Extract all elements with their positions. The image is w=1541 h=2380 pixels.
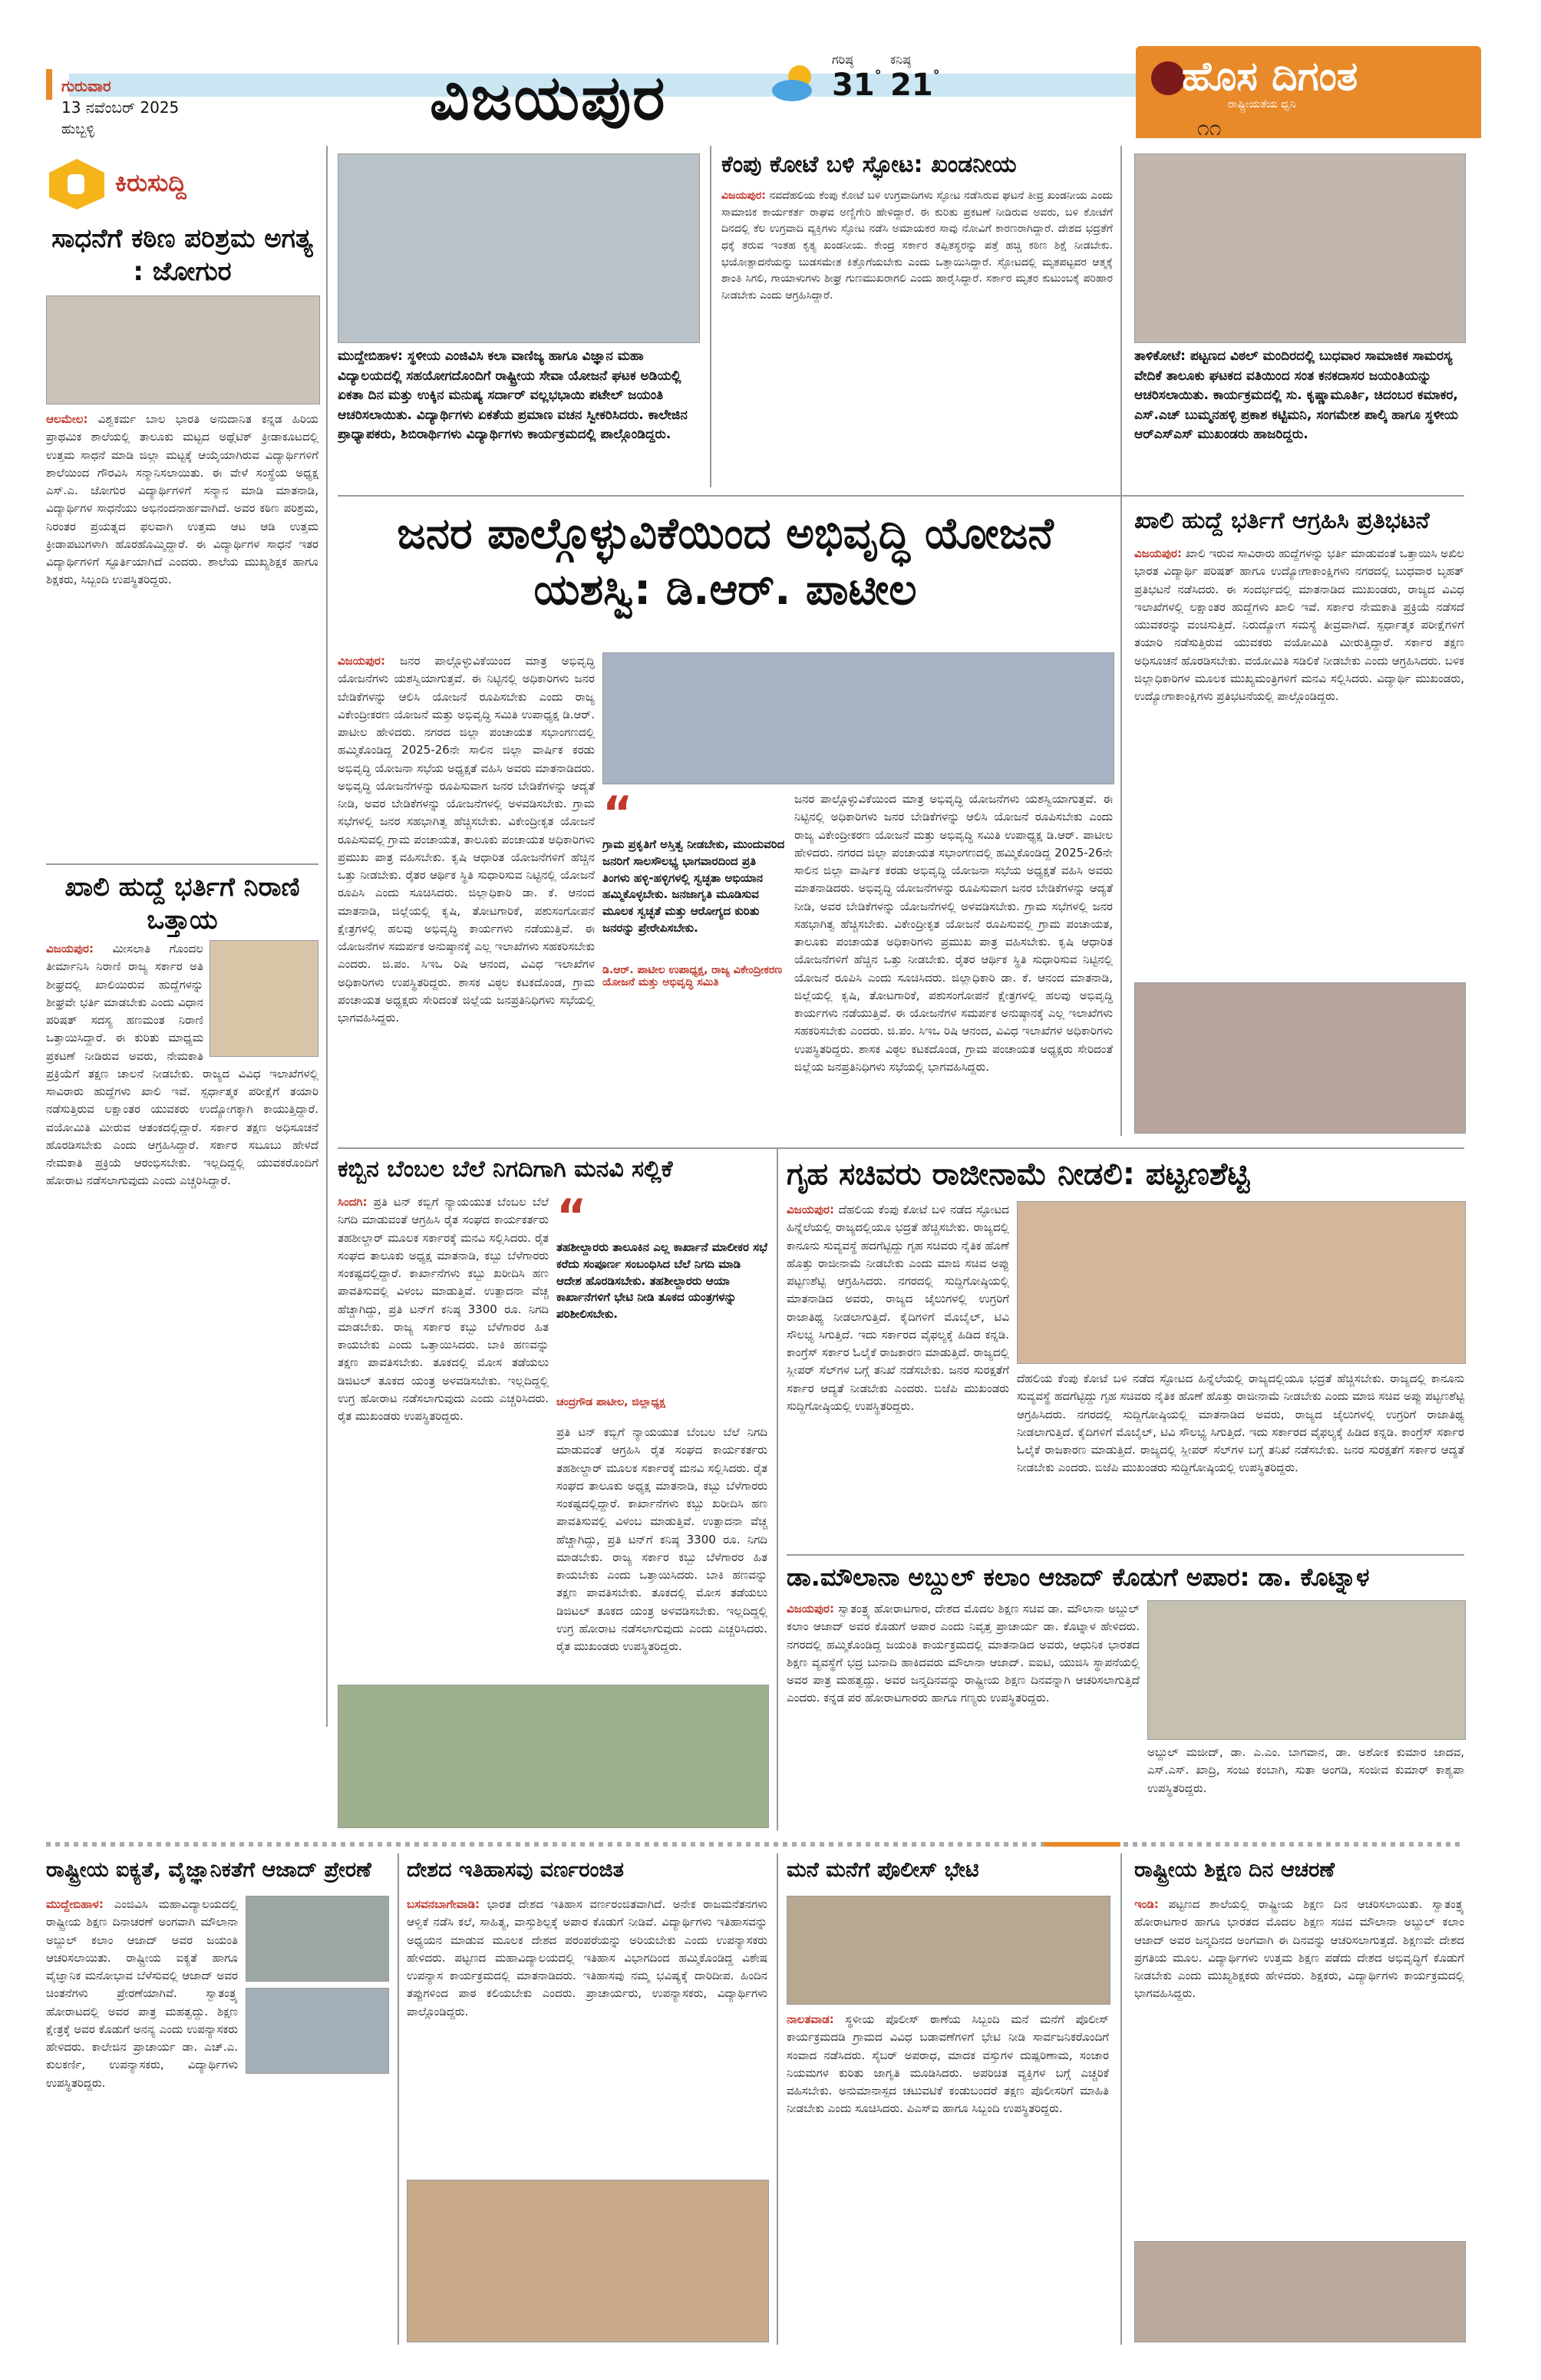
masthead-town: ಹುಬ್ಬಳ್ಳಿ (61, 121, 95, 137)
article-body (787, 1201, 1009, 1547)
weather-min: ಕನಿಷ್ಠ 21° (890, 52, 940, 103)
article-text: ಮೀಸಲಾತಿ ಗೊಂದಲ ತೀರ್ಮಾನಿಸಿ ನಿರಾಣಿ ರಾಜ್ಯ ಸರ್ಕಾರ ಅತಿ ಶೀಘ್ರದಲ್ಲಿ ಖಾಲಿಯಿರುವ ಹುದ್ದೆಗಳನ್ನು ಶೀಘ್ರವೇ ಭರ್ತಿ ಮಾಡಬೇಕು ಎಂದು ವಿಧಾನ ಪರಿಷತ್ ಸದಸ್ಯ ಹಣಮಂತ ನಿರಾಣಿ ಒತ್ತಾಯಿಸಿದ್ದಾರೆ. ಈ ಕುರಿತು ಮಾಧ್ಯಮ ಪ್ರಕಟಣೆ ನೀಡಿರುವ ಅವರು, ನೇಮಕಾತಿ ಪ್ರಕ್ರಿಯೆಗೆ ತಕ್ಷಣ ಚಾಲನೆ ನೀಡಬೇಕು. ರಾಜ್ಯದ ವಿವಿಧ ಇಲಾಖೆಗಳಲ್ಲಿ ಸಾವಿರಾರು ಹುದ್ದೆಗಳು ಖಾಲಿ ಇವೆ. ಸ್ಪರ್ಧಾತ್ಮಕ ಪರೀಕ್ಷೆಗೆ ತಯಾರಿ ನಡೆಸುತ್ತಿರುವ ಲಕ್ಷಾಂತರ ಯುವಕರು ಉದ್ಯೋಗಕ್ಕಾಗಿ ಕಾಯುತ್ತಿದ್ದಾರೆ. ವಯೋಮಿತಿ ಮೀರುವ ಆತಂಕದಲ್ಲಿದ್ದಾರೆ. ಸರ್ಕಾರ ತಕ್ಷಣ ಅಧಿಸೂಚನೆ ಹೊರಡಿಸಬೇಕು ಎಂದು ಆಗ್ರಹಿಸಿದ್ದಾರೆ. ಸರ್ಕಾರ ಸಬೂಬು ಹೇಳದೆ ನೇಮಕಾತಿ ಪ್ರಕ್ರಿಯೆ ಆರಂಭಿಸಬೇಕು. ಇಲ್ಲದಿದ್ದಲ್ಲಿ ಯುವಕರೊಂದಿಗೆ ಹೋರಾಟ ನಡೆಸಲಾಗುವುದು ಎಂದು ಎಚ್ಚರಿಸಿದ್ದಾರೆ. (46, 942, 318, 1188)
photo-audience (246, 1988, 389, 2074)
quote-mark-icon: “ (556, 1190, 587, 1243)
photo-caption: ಅಬ್ದುಲ್ ಮಜೀದ್, ಡಾ. ಎ.ಎಂ. ಬಾಗವಾನ, ಡಾ. ಅಶೋಕ ಕುಮಾರ ಜಾದವ, ಎಸ್.ಎಸ್. ಖಾದ್ರಿ, ಸಂಜು ಕಂಬಾಗಿ, ಸುತಾ ಅಂಗಡಿ, ಸಂಜೀವ ಕುಮಾರ್ ಕಾಶ್ಯಪಾ ಉಪಸ್ಥಿತರಿದ್ದರು. (1147, 1745, 1464, 1795)
article-text: ಸ್ಥಳೀಯ ಪೊಲೀಸ್ ಠಾಣೆಯ ಸಿಬ್ಬಂದಿ ಮನೆ ಮನೆಗೆ ಪೊಲೀಸ್ ಕಾರ್ಯಕ್ರಮದಡಿ ಗ್ರಾಮದ ವಿವಿಧ ಬಡಾವಣೆಗಳಿಗೆ ಭೇಟಿ ನೀಡಿ ಸಾರ್ವಜನಿಕರೊಂದಿಗೆ ಸಂವಾದ ನಡೆಸಿದರು. ಸೈಬರ್ ಅಪರಾಧ, ಮಾದಕ ವಸ್ತುಗಳ ದುಷ್ಪರಿಣಾಮ, ಸಂಚಾರ ನಿಯಮಗಳ ಕುರಿತು ಜಾಗೃತಿ ಮೂಡಿಸಿದರು. ಅಪರಿಚಿತ ವ್ಯಕ್ತಿಗಳ ಬಗ್ಗೆ ಎಚ್ಚರಿಕೆ ವಹಿಸಬೇಕು. ಅನುಮಾನಾಸ್ಪದ ಚಟುವಟಿಕೆ ಕಂಡುಬಂದರೆ ತಕ್ಷಣ ಪೊಲೀಸರಿಗೆ ಮಾಹಿತಿ ನೀಡಬೇಕು ಎಂದು ಸೂಚಿಸಿದರು. ಪಿಎಸ್‌ಐ ಹಾಗೂ ಸಿಬ್ಬಂದಿ ಉಪಸ್ಥಿತರಿದ್ದರು. (787, 2012, 1109, 2116)
photo-press-meet (1017, 1201, 1466, 1364)
article-text: ಎಂಜಿವಿಸಿ ಮಹಾವಿದ್ಯಾಲಯದಲ್ಲಿ ರಾಷ್ಟ್ರೀಯ ಶಿಕ್ಷಣ ದಿನಾಚರಣೆ ಅಂಗವಾಗಿ ಮೌಲಾನಾ ಅಬ್ದುಲ್ ಕಲಾಂ ಆಜಾದ್ ಅವರ ಜಯಂತಿ ಆಚರಿಸಲಾಯಿತು. ರಾಷ್ಟ್ರೀಯ ಐಕ್ಯತೆ ಹಾಗೂ ವೈಜ್ಞಾನಿಕ ಮನೋಭಾವ ಬೆಳೆಸುವಲ್ಲಿ ಆಜಾದ್ ಅವರ ಚಿಂತನೆಗಳು ಪ್ರೇರಣೆಯಾಗಿವೆ. ಸ್ವಾತಂತ್ರ್ಯ ಹೋರಾಟದಲ್ಲಿ ಅವರ ಪಾತ್ರ ಮಹತ್ವದ್ದು. ಶಿಕ್ಷಣ ಕ್ಷೇತ್ರಕ್ಕೆ ಅವರ ಕೊಡುಗೆ ಅನನ್ಯ ಎಂದು ಉಪನ್ಯಾಸಕರು ಹೇಳಿದರು. ಕಾಲೇಜಿನ ಪ್ರಾಚಾರ್ಯ ಡಾ. ಎಚ್.ಎ. ಕುಲಕರ್ಣಿ, ಉಪನ್ಯಾಸಕರು, ವಿದ್ಯಾರ್ಥಿಗಳು ಉಪಸ್ಥಿತರಿದ್ದರು. (46, 1897, 238, 2090)
dateline: ವಿಜಯಪುರ: (46, 942, 94, 956)
column-divider (777, 1853, 778, 2345)
brand-tagline: ರಾಷ್ಟ್ರೀಯತೆಯ ಧ್ವನಿ (1228, 98, 1296, 111)
article-text: ಖಾಲಿ ಇರುವ ಸಾವಿರಾರು ಹುದ್ದೆಗಳನ್ನು ಭರ್ತಿ ಮಾಡುವಂತೆ ಒತ್ತಾಯಿಸಿ ಅಖಿಲ ಭಾರತ ವಿದ್ಯಾರ್ಥಿ ಪರಿಷತ್ ಹಾಗೂ ಉದ್ಯೋಗಾಕಾಂಕ್ಷಿಗಳು ನಗರದಲ್ಲಿ ಬುಧವಾರ ಬೃಹತ್ ಪ್ರತಿಭಟನೆ ನಡೆಸಿದರು. ಈ ಸಂದರ್ಭದಲ್ಲಿ ಮಾತನಾಡಿದ ಮುಖಂಡರು, ರಾಜ್ಯದ ವಿವಿಧ ಇಲಾಖೆಗಳಲ್ಲಿ ಲಕ್ಷಾಂತರ ಹುದ್ದೆಗಳು ಖಾಲಿ ಇವೆ. ಸರ್ಕಾರ ನೇಮಕಾತಿ ಪ್ರಕ್ರಿಯೆ ನಡೆಸದೆ ಯುವಕರನ್ನು ವಂಚಿಸುತ್ತಿದೆ. ನಿರುದ್ಯೋಗ ಸಮಸ್ಯೆ ತೀವ್ರವಾಗಿದೆ. ಸ್ಪರ್ಧಾತ್ಮಕ ಪರೀಕ್ಷೆಗಳಿಗೆ ತಯಾರಿ ನಡೆಸುತ್ತಿರುವ ಯುವಕರು ವಯೋಮಿತಿ ಮೀರುತ್ತಿದ್ದಾರೆ. ಸರ್ಕಾರ ತಕ್ಷಣ ಅಧಿಸೂಚನೆ ಹೊರಡಿಸಬೇಕು. ವಯೋಮಿತಿ ಸಡಿಲಿಕೆ ನೀಡಬೇಕು ಎಂದು ಆಗ್ರಹಿಸಿದರು. ಬಳಿಕ ಜಿಲ್ಲಾಧಿಕಾರಿಗಳ ಮೂಲಕ ಮುಖ್ಯಮಂತ್ರಿಗಳಿಗೆ ಮನವಿ ಸಲ್ಲಿಸಿದರು. ವಿದ್ಯಾರ್ಥಿ ಮುಖಂಡರು, ಉದ್ಯೋಗಾಕಾಂಕ್ಷಿಗಳು ಪ್ರತಿಭಟನೆಯಲ್ಲಿ ಪಾಲ್ಗೊಂಡಿದ್ದರು. (1134, 546, 1464, 703)
article-text: ವಿಶ್ವಕರ್ಮ ಬಾಲ ಭಾರತಿ ಅನುದಾನಿತ ಕನ್ನಡ ಹಿರಿಯ ಪ್ರಾಥಮಿಕ ಶಾಲೆಯಲ್ಲಿ ತಾಲೂಕು ಮಟ್ಟದ ಅಥ್ಲೆಟಿಕ್ ಕ್ರೀಡಾಕೂಟದಲ್ಲಿ ಉತ್ತಮ ಸಾಧನೆ ಮಾಡಿ ಜಿಲ್ಲಾ ಮಟ್ಟಕ್ಕೆ ಆಯ್ಕೆಯಾಗಿರುವ ವಿದ್ಯಾರ್ಥಿಗಳಿಗೆ ಶಾಲೆಯಿಂದ ಗೌರವಿಸಿ ಸನ್ಮಾನಿಸಲಾಯಿತು. ಈ ವೇಳೆ ಸಂಸ್ಥೆಯ ಅಧ್ಯಕ್ಷ ಎಸ್.ಎ. ಜೋಗುರ ವಿದ್ಯಾರ್ಥಿಗಳಿಗೆ ಸನ್ಮಾನ ಮಾಡಿ ಮಾತನಾಡಿ, ವಿದ್ಯಾರ್ಥಿಗಳ ಸಾಧನೆಯು ಅಭಿನಂದನಾರ್ಹವಾಗಿದೆ. ಅವರ ಕಠಿಣ ಪರಿಶ್ರಮ, ನಿರಂತರ ಪ್ರಯತ್ನದ ಫಲವಾಗಿ ಉತ್ತಮ ಆಟ ಆಡಿ ಉತ್ತಮ ಕ್ರೀಡಾಪಟುಗಳಾಗಿ ಹೊರಹೊಮ್ಮಿದ್ದಾರೆ. ಈ ವಿದ್ಯಾರ್ಥಿಗಳ ಸಾಧನೆ ಇತರ ವಿದ್ಯಾರ್ಥಿಗಳಿಗೆ ಸ್ಫೂರ್ತಿಯಾಗಿದೆ ಎಂದರು. ಶಾಲೆಯ ಮುಖ್ಯಶಿಕ್ಷಕ ಹಾಗೂ ಶಿಕ್ಷಕರು, ಸಿಬ್ಬಂದಿ ಉಪಸ್ಥಿತರಿದ್ದರು. (46, 412, 318, 587)
article-body-continued (794, 791, 1113, 1136)
article-text: ನವದೆಹಲಿಯ ಕೆಂಪು ಕೋಟೆ ಬಳಿ ಉಗ್ರವಾದಿಗಳು ಸ್ಫೋಟ ನಡೆಸಿರುವ ಘಟನೆ ತೀವ್ರ ಖಂಡನೀಯ ಎಂದು ಸಾಮಾಜಿಕ ಕಾರ್ಯಕರ್ತ ರಾಘವ ಅಣ್ಣಿಗೇರಿ ಹೇಳಿದ್ದಾರೆ. ಈ ಕುರಿತು ಪ್ರಕಟಣೆ ನೀಡಿರುವ ಅವರು, ಬಳಿ ಕೋಟೆಗೆ ದಿನದಲ್ಲಿ ಕೆಲ ಉಗ್ರವಾದಿ ವ್ಯಕ್ತಿಗಳು ಸ್ಫೋಟ ನಡೆಸಿ ಅಮಾಯಕರ ಸಾವು ನೋವಿಗೆ ಕಾರಣರಾಗಿದ್ದಾರೆ. ದೇಶದ ಭದ್ರತೆಗೆ ಧಕ್ಕೆ ತರುವ ಇಂತಹ ಕೃತ್ಯ ಖಂಡನೀಯ. ಕೇಂದ್ರ ಸರ್ಕಾರ ತಪ್ಪಿತಸ್ಥರನ್ನು ಪತ್ತೆ ಹಚ್ಚಿ ಕಠಿಣ ಶಿಕ್ಷೆ ನೀಡಬೇಕು. ಭಯೋತ್ಪಾದನೆಯನ್ನು ಬುಡಸಮೇತ ಕಿತ್ತೊಗೆಯಬೇಕು ಎಂದು ಒತ್ತಾಯಿಸಿದ್ದಾರೆ. ಸ್ಫೋಟದಲ್ಲಿ ಮೃತಪಟ್ಟವರ ಆತ್ಮಕ್ಕೆ ಶಾಂತಿ ಸಿಗಲಿ, ಗಾಯಾಳುಗಳು ಶೀಘ್ರ ಗುಣಮುಖರಾಗಲಿ ಎಂದು ಹಾರೈಸಿದ್ದಾರೆ. ಸರ್ಕಾರ ಮೃತರ ಕುಟುಂಬಕ್ಕೆ ಪರಿಹಾರ ನೀಡಬೇಕು ಎಂದು ಆಗ್ರಹಿಸಿದ್ದಾರೆ. (721, 190, 1113, 302)
article-body (46, 411, 318, 863)
brand-logo-icon (1151, 61, 1185, 95)
article-body (787, 2011, 1109, 2341)
masthead-date: 13 ನವೆಂಬರ್ 2025 (61, 98, 180, 117)
article-body (338, 1193, 549, 1677)
article-text: ಸ್ವಾತಂತ್ರ್ಯ ಹೋರಾಟಗಾರ, ದೇಶದ ಮೊದಲ ಶಿಕ್ಷಣ ಸಚಿವ ಡಾ. ಮೌಲಾನಾ ಅಬ್ದುಲ್ ಕಲಾಂ ಆಜಾದ್ ಅವರ ಕೊಡುಗೆ ಅಪಾರ ಎಂದು ನಿವೃತ್ತ ಪ್ರಾಚಾರ್ಯ ಡಾ. ಕೊಟ್ನಾಳ ಹೇಳಿದರು. ನಗರದಲ್ಲಿ ಹಮ್ಮಿಕೊಂಡಿದ್ದ ಜಯಂತಿ ಕಾರ್ಯಕ್ರಮದಲ್ಲಿ ಮಾತನಾಡಿದ ಅವರು, ಆಧುನಿಕ ಭಾರತದ ಶಿಕ್ಷಣ ವ್ಯವಸ್ಥೆಗೆ ಭದ್ರ ಬುನಾದಿ ಹಾಕಿದವರು ಮೌಲಾನಾ ಆಜಾದ್. ಐಐಟಿ, ಯುಜಿಸಿ ಸ್ಥಾಪನೆಯಲ್ಲಿ ಅವರ ಪಾತ್ರ ಮಹತ್ವದ್ದು. ಅವರ ಜನ್ಮದಿನವನ್ನು ರಾಷ್ಟ್ರೀಯ ಶಿಕ್ಷಣ ದಿನವನ್ನಾಗಿ ಆಚರಿಸಲಾಗುತ್ತಿದೆ ಎಂದರು. ಕನ್ನಡ ಪರ ಹೋರಾಟಗಾರರು ಹಾಗೂ ಗಣ್ಯರು ಉಪಸ್ಥಿತರಿದ್ದರು. (787, 1602, 1140, 1705)
column-divider (1120, 1853, 1122, 2345)
photo-talikote (1134, 153, 1466, 343)
photo-protest (1134, 982, 1466, 1134)
column-divider (1120, 146, 1122, 1136)
dateline: ಆಲಮೇಲ: (46, 412, 88, 426)
article-body (407, 1896, 767, 2172)
brand-name: ಹೊಸ ದಿಗಂತ (1182, 54, 1358, 100)
headline: ರಾಷ್ಟ್ರೀಯ ಐಕ್ಯತೆ, ವೈಜ್ಞಾನಿಕತೆಗೆ ಆಜಾದ್ ಪ್ರೇರಣೆ (46, 1858, 371, 1882)
divider (46, 863, 318, 865)
headline: ದೇಶದ ಇತಿಹಾಸವು ವರ್ಣರಂಜಿತ (407, 1858, 624, 1882)
headline: ಕೆಂಪು ಕೋಟೆ ಬಳಿ ಸ್ಫೋಟ: ಖಂಡನೀಯ (721, 151, 1017, 178)
headline: ಖಾಲಿ ಹುದ್ದೆ ಭರ್ತಿಗೆ ಆಗ್ರಹಿಸಿ ಪ್ರತಿಭಟನೆ (1134, 507, 1430, 534)
headline: ಗೃಹ ಸಚಿವರು ರಾಜೀನಾಮೆ ನೀಡಲಿ: ಪಟ್ಟಣಶೆಟ್ಟಿ (787, 1157, 1250, 1192)
article-body-continued (1017, 1370, 1464, 1547)
dateline: ವಿಜಯಪುರ: (787, 1203, 834, 1216)
photo-police-visit (787, 1896, 1110, 2005)
photo-caption: ತಾಳಿಕೋಟೆ: ಪಟ್ಟಣದ ವಿಠಲ್ ಮಂದಿರದಲ್ಲಿ ಬುಧವಾರ ಸಾಮಾಜಿಕ ಸಾಮರಸ್ಯ ವೇದಿಕೆ ತಾಲೂಕು ಘಟಕದ ವತಿಯಿಂದ ಸಂತ ಕನಕದಾಸರ ಜಯಂತಿಯನ್ನು ಆಚರಿಸಲಾಯಿತು. ಕಾರ್ಯಕ್ರಮದಲ್ಲಿ ಸು. ಕೃಷ್ಣಾಮೂರ್ತಿ, ಚಿದಂಬರ ಕಮಾಕರ, ಎಸ್.ಎಚ್ ಬುಮ್ಮನಹಳ್ಳಿ ಪ್ರಕಾಶ ಕಟ್ಟಿಮನಿ, ಸಂಗಮೇಶ ಪಾಲ್ಕಿ ಹಾಗೂ ಸ್ಥಳೀಯ ಆರ್‌ಎಸ್‌ಎಸ್ ಮುಖಂಡರು ಹಾಜರಿದ್ದರು. (1134, 348, 1459, 442)
headline: ಮನೆ ಮನೆಗೆ ಪೊಲೀಸ್ ಭೇಟಿ (787, 1858, 979, 1882)
quote-attribution: ಡಿ.ಆರ್. ಪಾಟೀಲ ಉಪಾಧ್ಯಕ್ಷ, ರಾಜ್ಯ ವಿಕೇಂದ್ರೀಕರಣ ಯೋಜನೆ ಮತ್ತು ಅಭಿವೃದ್ಧಿ ಸಮಿತಿ (602, 964, 783, 989)
partly-cloudy-icon (767, 60, 821, 106)
quote-mark-icon: “ (602, 787, 633, 840)
headline: ಡಾ.ಮೌಲಾನಾ ಅಬ್ದುಲ್ ಕಲಾಂ ಆಜಾದ್ ಕೊಡುಗೆ ಅಪಾರ: ಡಾ. ಕೊಟ್ನಾಳ (787, 1563, 1370, 1592)
masthead (0, 0, 1541, 146)
column-divider (777, 1147, 778, 1830)
quote-text: ಗ್ರಾಮ ಪ್ರಕೃತಿಗೆ ಅಸ್ತಿತ್ವ ನೀಡಬೇಕು, ಮುಂದುವರಿದ ಜನರಿಗೆ ಸಾಲಸೌಲಭ್ಯ ಭಾಗವಾರದಿಂದ ಪ್ರತಿ ತಿಂಗಳು ಹಳ್ಳಿ-ಹಳ್ಳಿಗಳಲ್ಲಿ ಸ್ವಚ್ಛತಾ ಅಭಿಯಾನ ಹಮ್ಮಿಕೊಳ್ಳಬೇಕು. ಜನಜಾಗೃತಿ ಮೂಡಿಸುವ ಮೂಲಕ ಸ್ವಚ್ಛತೆ ಮತ್ತು ಆರೋಗ್ಯದ ಕುರಿತು ಜನರನ್ನು ಪ್ರೇರೇಪಿಸಬೇಕು. (602, 837, 785, 935)
quote-text: ತಹಶೀಲ್ದಾರರು ತಾಲೂಕಿನ ಎಲ್ಲ ಕಾರ್ಖಾನೆ ಮಾಲೀಕರ ಸಭೆ ಕರೆದು ಸಂಪೂರ್ಣ ಸಂಬಂಧಿಸಿದ ಬೆಲೆ ನಿಗದಿ ಮಾಡಿ ಆದೇಶ ಹೊರಡಿಸಬೇಕು. ತಹಶೀಲ್ದಾರರು ಆಯಾ ಕಾರ್ಖಾನೆಗಳಿಗೆ ಭೇಟಿ ನೀಡಿ ತೂಕದ ಯಂತ್ರಗಳನ್ನು ಪರಿಶೀಲಿಸಬೇಕು. (556, 1240, 767, 1321)
divider (787, 1554, 1464, 1556)
article-body-continued (556, 1424, 767, 1677)
article-text: ದೆಹಲಿಯ ಕೆಂಪು ಕೋಟೆ ಬಳಿ ನಡೆದ ಸ್ಫೋಟದ ಹಿನ್ನೆಲೆಯಲ್ಲಿ ರಾಜ್ಯದಲ್ಲಿಯೂ ಭದ್ರತೆ ಹೆಚ್ಚಿಸಬೇಕು. ರಾಜ್ಯದಲ್ಲಿ ಕಾನೂನು ಸುವ್ಯವಸ್ಥೆ ಹದಗೆಟ್ಟಿದ್ದು ಗೃಹ ಸಚಿವರು ನೈತಿಕ ಹೊಣೆ ಹೊತ್ತು ರಾಜೀನಾಮೆ ನೀಡಬೇಕು ಎಂದು ಮಾಜಿ ಸಚಿವ ಅಪ್ಪು ಪಟ್ಟಣಶೆಟ್ಟಿ ಆಗ್ರಹಿಸಿದರು. ನಗರದಲ್ಲಿ ಸುದ್ದಿಗೋಷ್ಠಿಯಲ್ಲಿ ಮಾತನಾಡಿದ ಅವರು, ರಾಜ್ಯದ ಜೈಲುಗಳಲ್ಲಿ ಉಗ್ರರಿಗೆ ರಾಜಾತಿಥ್ಯ ನೀಡಲಾಗುತ್ತಿದೆ. ಕೈದಿಗಳಿಗೆ ಮೊಬೈಲ್, ಟಿವಿ ಸೌಲಭ್ಯ ಸಿಗುತ್ತಿದೆ. ಇದು ಸರ್ಕಾರದ ವೈಫಲ್ಯಕ್ಕೆ ಹಿಡಿದ ಕನ್ನಡಿ. ಕಾಂಗ್ರೆಸ್ ಸರ್ಕಾರ ಓಲೈಕೆ ರಾಜಕಾರಣ ಮಾಡುತ್ತಿದೆ. ರಾಜ್ಯದಲ್ಲಿ ಸ್ಲೀಪರ್ ಸೆಲ್‌ಗಳ ಬಗ್ಗೆ ತನಿಖೆ ನಡೆಸಬೇಕು. ಜನರ ಸುರಕ್ಷತೆಗೆ ಸರ್ಕಾರ ಆದ್ಯತೆ ನೀಡಬೇಕು ಎಂದರು. ಬಿಜೆಪಿ ಮುಖಂಡರು ಸುದ್ದಿಗೋಷ್ಠಿಯಲ್ಲಿ ಉಪಸ್ಥಿತರಿದ್ದರು. (1017, 1372, 1464, 1475)
article-body (46, 940, 318, 1735)
section-rule (46, 1842, 1464, 1847)
photo-maulana-event (1147, 1600, 1466, 1740)
main-headline: ಜನರ ಪಾಲ್ಗೊಳ್ಳುವಿಕೆಯಿಂದ ಅಭಿವೃದ್ಧಿ ಯೋಜನೆ ಯಶಸ್ವಿ: ಡಿ.ಆರ್. ಪಾಟೀಲ (397, 509, 1054, 615)
photo-history-event (407, 2180, 769, 2342)
photo-lecture (246, 1896, 389, 1982)
article-text: ಪ್ರತಿ ಟನ್ ಕಬ್ಬಿಗೆ ನ್ಯಾಯಯುತ ಬೆಂಬಲ ಬೆಲೆ ನಿಗದಿ ಮಾಡುವಂತೆ ಆಗ್ರಹಿಸಿ ರೈತ ಸಂಘದ ಕಾರ್ಯಕರ್ತರು ತಹಶೀಲ್ದಾರ್ ಮೂಲಕ ಸರ್ಕಾರಕ್ಕೆ ಮನವಿ ಸಲ್ಲಿಸಿದರು. ರೈತ ಸಂಘದ ತಾಲೂಕು ಅಧ್ಯಕ್ಷ ಮಾತನಾಡಿ, ಕಬ್ಬು ಬೆಳೆಗಾರರು ಸಂಕಷ್ಟದಲ್ಲಿದ್ದಾರೆ. ಕಾರ್ಖಾನೆಗಳು ಕಬ್ಬು ಖರೀದಿಸಿ ಹಣ ಪಾವತಿಸುವಲ್ಲಿ ವಿಳಂಬ ಮಾಡುತ್ತಿವೆ. ಉತ್ಪಾದನಾ ವೆಚ್ಚ ಹೆಚ್ಚಾಗಿದ್ದು, ಪ್ರತಿ ಟನ್‌ಗೆ ಕನಿಷ್ಠ 3300 ರೂ. ನಿಗದಿ ಮಾಡಬೇಕು. ರಾಜ್ಯ ಸರ್ಕಾರ ಕಬ್ಬು ಬೆಳೆಗಾರರ ಹಿತ ಕಾಯಬೇಕು ಎಂದು ಒತ್ತಾಯಿಸಿದರು. ಬಾಕಿ ಹಣವನ್ನು ತಕ್ಷಣ ಪಾವತಿಸಬೇಕು. ತೂಕದಲ್ಲಿ ಮೋಸ ತಡೆಯಲು ಡಿಜಿಟಲ್ ತೂಕದ ಯಂತ್ರ ಅಳವಡಿಸಬೇಕು. ಇಲ್ಲದಿದ್ದಲ್ಲಿ ಉಗ್ರ ಹೋರಾಟ ನಡೆಸಲಾಗುವುದು ಎಂದು ಎಚ್ಚರಿಸಿದರು. ರೈತ ಮುಖಂಡರು ಉಪಸ್ಥಿತರಿದ್ದರು. (338, 1195, 549, 1423)
photo-athletes (46, 295, 320, 404)
photo-portrait (210, 940, 318, 1057)
page-title: ವಿಜಯಪುರ (430, 61, 667, 134)
divider (338, 495, 1464, 497)
dateline: ಬಸವನಬಾಗೇವಾಡಿ: (407, 1897, 480, 1911)
article-body (338, 652, 595, 1144)
weather-max: ಗರಿಷ್ಠ 31° (832, 52, 882, 103)
column-divider (398, 1853, 399, 2345)
quote-attribution: ಚಂದ್ರಗೌಡ ಪಾಟೀಲ, ಜಿಲ್ಲಾಧ್ಯಕ್ಷ (556, 1396, 666, 1408)
page-number: ೧೧ (1197, 115, 1222, 140)
column-divider (710, 146, 711, 487)
photo-farmers (338, 1685, 769, 1828)
article-body (721, 188, 1113, 487)
dateline: ವಿಜಯಪುರ: (721, 190, 766, 202)
divider (338, 1147, 1464, 1149)
headline: ಖಾಲಿ ಹುದ್ದೆ ಭರ್ತಿಗೆ ನಿರಾಣಿ ಒತ್ತಾಯ (64, 872, 300, 936)
dateline: ವಿಜಯಪುರ: (338, 654, 385, 668)
kirusuddi-label: ಕಿರುಸುದ್ದಿ (115, 168, 186, 197)
headline: ಕಬ್ಬಿನ ಬೆಂಬಲ ಬೆಲೆ ನಿಗದಿಗಾಗಿ ಮನವಿ ಸಲ್ಲಿಕೆ (338, 1156, 673, 1183)
pull-quote (556, 1190, 767, 1416)
article-text: ಜನರ ಪಾಲ್ಗೊಳ್ಳುವಿಕೆಯಿಂದ ಮಾತ್ರ ಅಭಿವೃದ್ಧಿ ಯೋಜನೆಗಳು ಯಶಸ್ವಿಯಾಗುತ್ತವೆ. ಈ ನಿಟ್ಟಿನಲ್ಲಿ ಅಧಿಕಾರಿಗಳು ಜನರ ಬೇಡಿಕೆಗಳನ್ನು ಆಲಿಸಿ ಯೋಜನೆ ರೂಪಿಸಬೇಕು ಎಂದು ರಾಜ್ಯ ವಿಕೇಂದ್ರೀಕರಣ ಯೋಜನೆ ಮತ್ತು ಅಭಿವೃದ್ಧಿ ಸಮಿತಿ ಉಪಾಧ್ಯಕ್ಷ ಡಿ.ಆರ್. ಪಾಟೀಲ ಹೇಳಿದರು. ನಗರದ ಜಿಲ್ಲಾ ಪಂಚಾಯತ ಸಭಾಂಗಣದಲ್ಲಿ ಹಮ್ಮಿಕೊಂಡಿದ್ದ 2025-26ನೇ ಸಾಲಿನ ಜಿಲ್ಲಾ ವಾರ್ಷಿಕ ಕರಡು ಅಭಿವೃದ್ಧಿ ಯೋಜನಾ ಸಭೆಯ ಅಧ್ಯಕ್ಷತೆ ವಹಿಸಿ ಅವರು ಮಾತನಾಡಿದರು. ಅಭಿವೃದ್ಧಿ ಯೋಜನೆಗಳನ್ನು ರೂಪಿಸುವಾಗ ಜನರ ಬೇಡಿಕೆಗಳನ್ನು ಆದ್ಯತೆ ನೀಡಿ, ಅವರ ಬೇಡಿಕೆಗಳನ್ನು ಯೋಜನೆಗಳಲ್ಲಿ ಅಳವಡಿಸಬೇಕು. ಗ್ರಾಮ ಸಭೆಗಳಲ್ಲಿ ಜನರ ಸಹಭಾಗಿತ್ವ ಹೆಚ್ಚಿಸಬೇಕು. ವಿಕೇಂದ್ರೀಕೃತ ಯೋಜನೆ ರೂಪಿಸುವಲ್ಲಿ ಗ್ರಾಮ ಪಂಚಾಯತ, ತಾಲೂಕು ಪಂಚಾಯತ ಅಧಿಕಾರಿಗಳು ಪ್ರಮುಖ ಪಾತ್ರ ವಹಿಸಬೇಕು. ಕೃಷಿ ಆಧಾರಿತ ಯೋಜನೆಗಳಿಗೆ ಹೆಚ್ಚಿನ ಒತ್ತು ನೀಡಬೇಕು. ರೈತರ ಆರ್ಥಿಕ ಸ್ಥಿತಿ ಸುಧಾರಿಸುವ ನಿಟ್ಟಿನಲ್ಲಿ ಯೋಜನೆ ರೂಪಿಸಿ ಎಂದು ಸೂಚಿಸಿದರು. ಜಿಲ್ಲಾಧಿಕಾರಿ ಡಾ. ಕೆ. ಆನಂದ ಮಾತನಾಡಿ, ಜಿಲ್ಲೆಯಲ್ಲಿ ಕೃಷಿ, ತೋಟಗಾರಿಕೆ, ಪಶುಸಂಗೋಪನೆ ಕ್ಷೇತ್ರಗಳಲ್ಲಿ ಹಲವು ಅಭಿವೃದ್ಧಿ ಕಾರ್ಯಗಳು ನಡೆಯುತ್ತಿವೆ. ಈ ಯೋಜನೆಗಳ ಸಮರ್ಪಕ ಅನುಷ್ಠಾನಕ್ಕೆ ಎಲ್ಲ ಇಲಾಖೆಗಳು ಸಹಕರಿಸಬೇಕು ಎಂದರು. ಜಿ.ಪಂ. ಸಿಇಒ ರಿಷಿ ಆನಂದ, ವಿವಿಧ ಇಲಾಖೆಗಳ ಅಧಿಕಾರಿಗಳು ಉಪಸ್ಥಿತರಿದ್ದರು. ಶಾಸಕ ವಿಠ್ಠಲ ಕಟಕದೊಂಡ, ಗ್ರಾಮ ಪಂಚಾಯತ ಅಧ್ಯಕ್ಷರು ಸೇರಿದಂತೆ ಜಿಲ್ಲೆಯ ಜನಪ್ರತಿನಿಧಿಗಳು ಸಭೆಯಲ್ಲಿ ಭಾಗವಹಿಸಿದ್ದರು. (338, 654, 595, 1025)
article-text: ಪ್ರತಿ ಟನ್ ಕಬ್ಬಿಗೆ ನ್ಯಾಯಯುತ ಬೆಂಬಲ ಬೆಲೆ ನಿಗದಿ ಮಾಡುವಂತೆ ಆಗ್ರಹಿಸಿ ರೈತ ಸಂಘದ ಕಾರ್ಯಕರ್ತರು ತಹಶೀಲ್ದಾರ್ ಮೂಲಕ ಸರ್ಕಾರಕ್ಕೆ ಮನವಿ ಸಲ್ಲಿಸಿದರು. ರೈತ ಸಂಘದ ತಾಲೂಕು ಅಧ್ಯಕ್ಷ ಮಾತನಾಡಿ, ಕಬ್ಬು ಬೆಳೆಗಾರರು ಸಂಕಷ್ಟದಲ್ಲಿದ್ದಾರೆ. ಕಾರ್ಖಾನೆಗಳು ಕಬ್ಬು ಖರೀದಿಸಿ ಹಣ ಪಾವತಿಸುವಲ್ಲಿ ವಿಳಂಬ ಮಾಡುತ್ತಿವೆ. ಉತ್ಪಾದನಾ ವೆಚ್ಚ ಹೆಚ್ಚಾಗಿದ್ದು, ಪ್ರತಿ ಟನ್‌ಗೆ ಕನಿಷ್ಠ 3300 ರೂ. ನಿಗದಿ ಮಾಡಬೇಕು. ರಾಜ್ಯ ಸರ್ಕಾರ ಕಬ್ಬು ಬೆಳೆಗಾರರ ಹಿತ ಕಾಯಬೇಕು ಎಂದು ಒತ್ತಾಯಿಸಿದರು. ಬಾಕಿ ಹಣವನ್ನು ತಕ್ಷಣ ಪಾವತಿಸಬೇಕು. ತೂಕದಲ್ಲಿ ಮೋಸ ತಡೆಯಲು ಡಿಜಿಟಲ್ ತೂಕದ ಯಂತ್ರ ಅಳವಡಿಸಬೇಕು. ಇಲ್ಲದಿದ್ದಲ್ಲಿ ಉಗ್ರ ಹೋರಾಟ ನಡೆಸಲಾಗುವುದು ಎಂದು ಎಚ್ಚರಿಸಿದರು. ರೈತ ಮುಖಂಡರು ಉಪಸ್ಥಿತರಿದ್ದರು. (556, 1425, 767, 1653)
article-text: ಜನರ ಪಾಲ್ಗೊಳ್ಳುವಿಕೆಯಿಂದ ಮಾತ್ರ ಅಭಿವೃದ್ಧಿ ಯೋಜನೆಗಳು ಯಶಸ್ವಿಯಾಗುತ್ತವೆ. ಈ ನಿಟ್ಟಿನಲ್ಲಿ ಅಧಿಕಾರಿಗಳು ಜನರ ಬೇಡಿಕೆಗಳನ್ನು ಆಲಿಸಿ ಯೋಜನೆ ರೂಪಿಸಬೇಕು ಎಂದು ರಾಜ್ಯ ವಿಕೇಂದ್ರೀಕರಣ ಯೋಜನೆ ಮತ್ತು ಅಭಿವೃದ್ಧಿ ಸಮಿತಿ ಉಪಾಧ್ಯಕ್ಷ ಡಿ.ಆರ್. ಪಾಟೀಲ ಹೇಳಿದರು. ನಗರದ ಜಿಲ್ಲಾ ಪಂಚಾಯತ ಸಭಾಂಗಣದಲ್ಲಿ ಹಮ್ಮಿಕೊಂಡಿದ್ದ 2025-26ನೇ ಸಾಲಿನ ಜಿಲ್ಲಾ ವಾರ್ಷಿಕ ಕರಡು ಅಭಿವೃದ್ಧಿ ಯೋಜನಾ ಸಭೆಯ ಅಧ್ಯಕ್ಷತೆ ವಹಿಸಿ ಅವರು ಮಾತನಾಡಿದರು. ಅಭಿವೃದ್ಧಿ ಯೋಜನೆಗಳನ್ನು ರೂಪಿಸುವಾಗ ಜನರ ಬೇಡಿಕೆಗಳನ್ನು ಆದ್ಯತೆ ನೀಡಿ, ಅವರ ಬೇಡಿಕೆಗಳನ್ನು ಯೋಜನೆಗಳಲ್ಲಿ ಅಳವಡಿಸಬೇಕು. ಗ್ರಾಮ ಸಭೆಗಳಲ್ಲಿ ಜನರ ಸಹಭಾಗಿತ್ವ ಹೆಚ್ಚಿಸಬೇಕು. ವಿಕೇಂದ್ರೀಕೃತ ಯೋಜನೆ ರೂಪಿಸುವಲ್ಲಿ ಗ್ರಾಮ ಪಂಚಾಯತ, ತಾಲೂಕು ಪಂಚಾಯತ ಅಧಿಕಾರಿಗಳು ಪ್ರಮುಖ ಪಾತ್ರ ವಹಿಸಬೇಕು. ಕೃಷಿ ಆಧಾರಿತ ಯೋಜನೆಗಳಿಗೆ ಹೆಚ್ಚಿನ ಒತ್ತು ನೀಡಬೇಕು. ರೈತರ ಆರ್ಥಿಕ ಸ್ಥಿತಿ ಸುಧಾರಿಸುವ ನಿಟ್ಟಿನಲ್ಲಿ ಯೋಜನೆ ರೂಪಿಸಿ ಎಂದು ಸೂಚಿಸಿದರು. ಜಿಲ್ಲಾಧಿಕಾರಿ ಡಾ. ಕೆ. ಆನಂದ ಮಾತನಾಡಿ, ಜಿಲ್ಲೆಯಲ್ಲಿ ಕೃಷಿ, ತೋಟಗಾರಿಕೆ, ಪಶುಸಂಗೋಪನೆ ಕ್ಷೇತ್ರಗಳಲ್ಲಿ ಹಲವು ಅಭಿವೃದ್ಧಿ ಕಾರ್ಯಗಳು ನಡೆಯುತ್ತಿವೆ. ಈ ಯೋಜನೆಗಳ ಸಮರ್ಪಕ ಅನುಷ್ಠಾನಕ್ಕೆ ಎಲ್ಲ ಇಲಾಖೆಗಳು ಸಹಕರಿಸಬೇಕು ಎಂದರು. ಜಿ.ಪಂ. ಸಿಇಒ ರಿಷಿ ಆನಂದ, ವಿವಿಧ ಇಲಾಖೆಗಳ ಅಧಿಕಾರಿಗಳು ಉಪಸ್ಥಿತರಿದ್ದರು. ಶಾಸಕ ವಿಠ್ಠಲ ಕಟಕದೊಂಡ, ಗ್ರಾಮ ಪಂಚಾಯತ ಅಧ್ಯಕ್ಷರು ಸೇರಿದಂತೆ ಜಿಲ್ಲೆಯ ಜನಪ್ರತಿನಿಧಿಗಳು ಸಭೆಯಲ್ಲಿ ಭಾಗವಹಿಸಿದ್ದರು. (794, 792, 1113, 1074)
hand-icon (46, 157, 107, 211)
headline: ಸಾಧನೆಗೆ ಕಠಿಣ ಪರಿಶ್ರಮ ಅಗತ್ಯ : ಜೋಗುರ (51, 223, 313, 287)
photo-muddebihal (338, 153, 700, 343)
weather-widget (767, 52, 952, 121)
section-rule-accent (1044, 1842, 1120, 1847)
masthead-accent-bar (46, 69, 52, 100)
dateline: ನಾಲತವಾಡ: (787, 2012, 834, 2026)
dateline: ಇಂಡಿ: (1134, 1897, 1159, 1911)
pull-quote (602, 787, 787, 1013)
article-body (1134, 1896, 1464, 2233)
article-body (1134, 545, 1464, 975)
column-divider (326, 146, 328, 1727)
dateline: ವಿಜಯಪುರ: (787, 1602, 834, 1616)
dateline: ವಿಜಯಪುರ: (1134, 546, 1182, 560)
article-body (46, 1896, 238, 2341)
article-text: ಭಾರತ ದೇಶದ ಇತಿಹಾಸ ವರ್ಣರಂಜಿತವಾಗಿದೆ. ಅನೇಕ ರಾಜಮನೆತನಗಳು ಆಳ್ವಿಕೆ ನಡೆಸಿ ಕಲೆ, ಸಾಹಿತ್ಯ, ವಾಸ್ತುಶಿಲ್ಪಕ್ಕೆ ಅಪಾರ ಕೊಡುಗೆ ನೀಡಿವೆ. ವಿದ್ಯಾರ್ಥಿಗಳು ಇತಿಹಾಸವನ್ನು ಅಧ್ಯಯನ ಮಾಡುವ ಮೂಲಕ ದೇಶದ ಪರಂಪರೆಯನ್ನು ಅರಿಯಬೇಕು ಎಂದು ಉಪನ್ಯಾಸಕರು ಹೇಳಿದರು. ಪಟ್ಟಣದ ಮಹಾವಿದ್ಯಾಲಯದಲ್ಲಿ ಇತಿಹಾಸ ವಿಭಾಗದಿಂದ ಹಮ್ಮಿಕೊಂಡಿದ್ದ ವಿಶೇಷ ಉಪನ್ಯಾಸ ಕಾರ್ಯಕ್ರಮದಲ್ಲಿ ಮಾತನಾಡಿದರು. ಇತಿಹಾಸವು ನಮ್ಮ ಭವಿಷ್ಯಕ್ಕೆ ದಾರಿದೀಪ. ಹಿಂದಿನ ತಪ್ಪುಗಳಿಂದ ಪಾಠ ಕಲಿಯಬೇಕು ಎಂದರು. ಪ್ರಾಚಾರ್ಯರು, ಉಪನ್ಯಾಸಕರು, ವಿದ್ಯಾರ್ಥಿಗಳು ಪಾಲ್ಗೊಂಡಿದ್ದರು. (407, 1897, 767, 2019)
article-body (787, 1600, 1140, 1830)
article-text: ದೆಹಲಿಯ ಕೆಂಪು ಕೋಟೆ ಬಳಿ ನಡೆದ ಸ್ಫೋಟದ ಹಿನ್ನೆಲೆಯಲ್ಲಿ ರಾಜ್ಯದಲ್ಲಿಯೂ ಭದ್ರತೆ ಹೆಚ್ಚಿಸಬೇಕು. ರಾಜ್ಯದಲ್ಲಿ ಕಾನೂನು ಸುವ್ಯವಸ್ಥೆ ಹದಗೆಟ್ಟಿದ್ದು ಗೃಹ ಸಚಿವರು ನೈತಿಕ ಹೊಣೆ ಹೊತ್ತು ರಾಜೀನಾಮೆ ನೀಡಬೇಕು ಎಂದು ಮಾಜಿ ಸಚಿವ ಅಪ್ಪು ಪಟ್ಟಣಶೆಟ್ಟಿ ಆಗ್ರಹಿಸಿದರು. ನಗರದಲ್ಲಿ ಸುದ್ದಿಗೋಷ್ಠಿಯಲ್ಲಿ ಮಾತನಾಡಿದ ಅವರು, ರಾಜ್ಯದ ಜೈಲುಗಳಲ್ಲಿ ಉಗ್ರರಿಗೆ ರಾಜಾತಿಥ್ಯ ನೀಡಲಾಗುತ್ತಿದೆ. ಕೈದಿಗಳಿಗೆ ಮೊಬೈಲ್, ಟಿವಿ ಸೌಲಭ್ಯ ಸಿಗುತ್ತಿದೆ. ಇದು ಸರ್ಕಾರದ ವೈಫಲ್ಯಕ್ಕೆ ಹಿಡಿದ ಕನ್ನಡಿ. ಕಾಂಗ್ರೆಸ್ ಸರ್ಕಾರ ಓಲೈಕೆ ರಾಜಕಾರಣ ಮಾಡುತ್ತಿದೆ. ರಾಜ್ಯದಲ್ಲಿ ಸ್ಲೀಪರ್ ಸೆಲ್‌ಗಳ ಬಗ್ಗೆ ತನಿಖೆ ನಡೆಸಬೇಕು. ಜನರ ಸುರಕ್ಷತೆಗೆ ಸರ್ಕಾರ ಆದ್ಯತೆ ನೀಡಬೇಕು ಎಂದರು. ಬಿಜೆಪಿ ಮುಖಂಡರು ಸುದ್ದಿಗೋಷ್ಠಿಯಲ್ಲಿ ಉಪಸ್ಥಿತರಿದ್ದರು. (787, 1203, 1009, 1413)
dateline: ಸಿಂದಗಿ: (338, 1195, 368, 1209)
masthead-day: ಗುರುವಾರ (61, 77, 111, 95)
photo-caption: ಮುದ್ದೇಬಿಹಾಳ: ಸ್ಥಳೀಯ ಎಂಜಿವಿಸಿ ಕಲಾ ವಾಣಿಜ್ಯ ಹಾಗೂ ವಿಜ್ಞಾನ ಮಹಾ ವಿದ್ಯಾಲಯದಲ್ಲಿ ಸಹಯೋಗದೊಂದಿಗೆ ರಾಷ್ಟ್ರೀಯ ಸೇವಾ ಯೋಜನೆ ಘಟಕ ಅಡಿಯಲ್ಲಿ ಏಕತಾ ದಿನ ಮತ್ತು ಉಕ್ಕಿನ ಮನುಷ್ಯ ಸರ್ದಾರ್ ವಲ್ಲಭಭಾಯಿ ಪಟೇಲ್ ಜಯಂತಿ ಆಚರಿಸಲಾಯಿತು. ವಿದ್ಯಾರ್ಥಿಗಳು ಏಕತೆಯ ಪ್ರಮಾಣ ವಚನ ಸ್ವೀಕರಿಸಿದರು. ಕಾಲೇಜಿನ ಪ್ರಾಧ್ಯಾಪಕರು, ಶಿಬಿರಾರ್ಥಿಗಳು ವಿದ್ಯಾರ್ಥಿಗಳು ಕಾರ್ಯಕ್ರಮದಲ್ಲಿ ಪಾಲ್ಗೊಂಡಿದ್ದರು. (338, 348, 688, 442)
dateline: ಮುದ್ದೇಬಿಹಾಳ: (46, 1897, 104, 1911)
article-text: ಪಟ್ಟಣದ ಶಾಲೆಯಲ್ಲಿ ರಾಷ್ಟ್ರೀಯ ಶಿಕ್ಷಣ ದಿನ ಆಚರಿಸಲಾಯಿತು. ಸ್ವಾತಂತ್ರ್ಯ ಹೋರಾಟಗಾರ ಹಾಗೂ ಭಾರತದ ಮೊದಲ ಶಿಕ್ಷಣ ಸಚಿವ ಮೌಲಾನಾ ಅಬ್ದುಲ್ ಕಲಾಂ ಆಜಾದ್ ಅವರ ಜನ್ಮದಿನದ ಅಂಗವಾಗಿ ಈ ದಿನವನ್ನು ಆಚರಿಸಲಾಗುತ್ತದೆ. ಶಿಕ್ಷಣವೇ ದೇಶದ ಪ್ರಗತಿಯ ಮೂಲ. ವಿದ್ಯಾರ್ಥಿಗಳು ಉತ್ತಮ ಶಿಕ್ಷಣ ಪಡೆದು ದೇಶದ ಅಭಿವೃದ್ಧಿಗೆ ಕೊಡುಗೆ ನೀಡಬೇಕು ಎಂದು ಮುಖ್ಯಶಿಕ್ಷಕರು ಹೇಳಿದರು. ಶಿಕ್ಷಕರು, ವಿದ್ಯಾರ್ಥಿಗಳು ಕಾರ್ಯಕ್ರಮದಲ್ಲಿ ಭಾಗವಹಿಸಿದ್ದರು. (1134, 1897, 1464, 2001)
kirusuddi-badge (46, 157, 307, 211)
photo-school-event (1134, 2241, 1466, 2342)
headline: ರಾಷ್ಟ್ರೀಯ ಶಿಕ್ಷಣ ದಿನ ಆಚರಣೆ (1134, 1858, 1335, 1882)
photo-meeting (602, 652, 1114, 784)
